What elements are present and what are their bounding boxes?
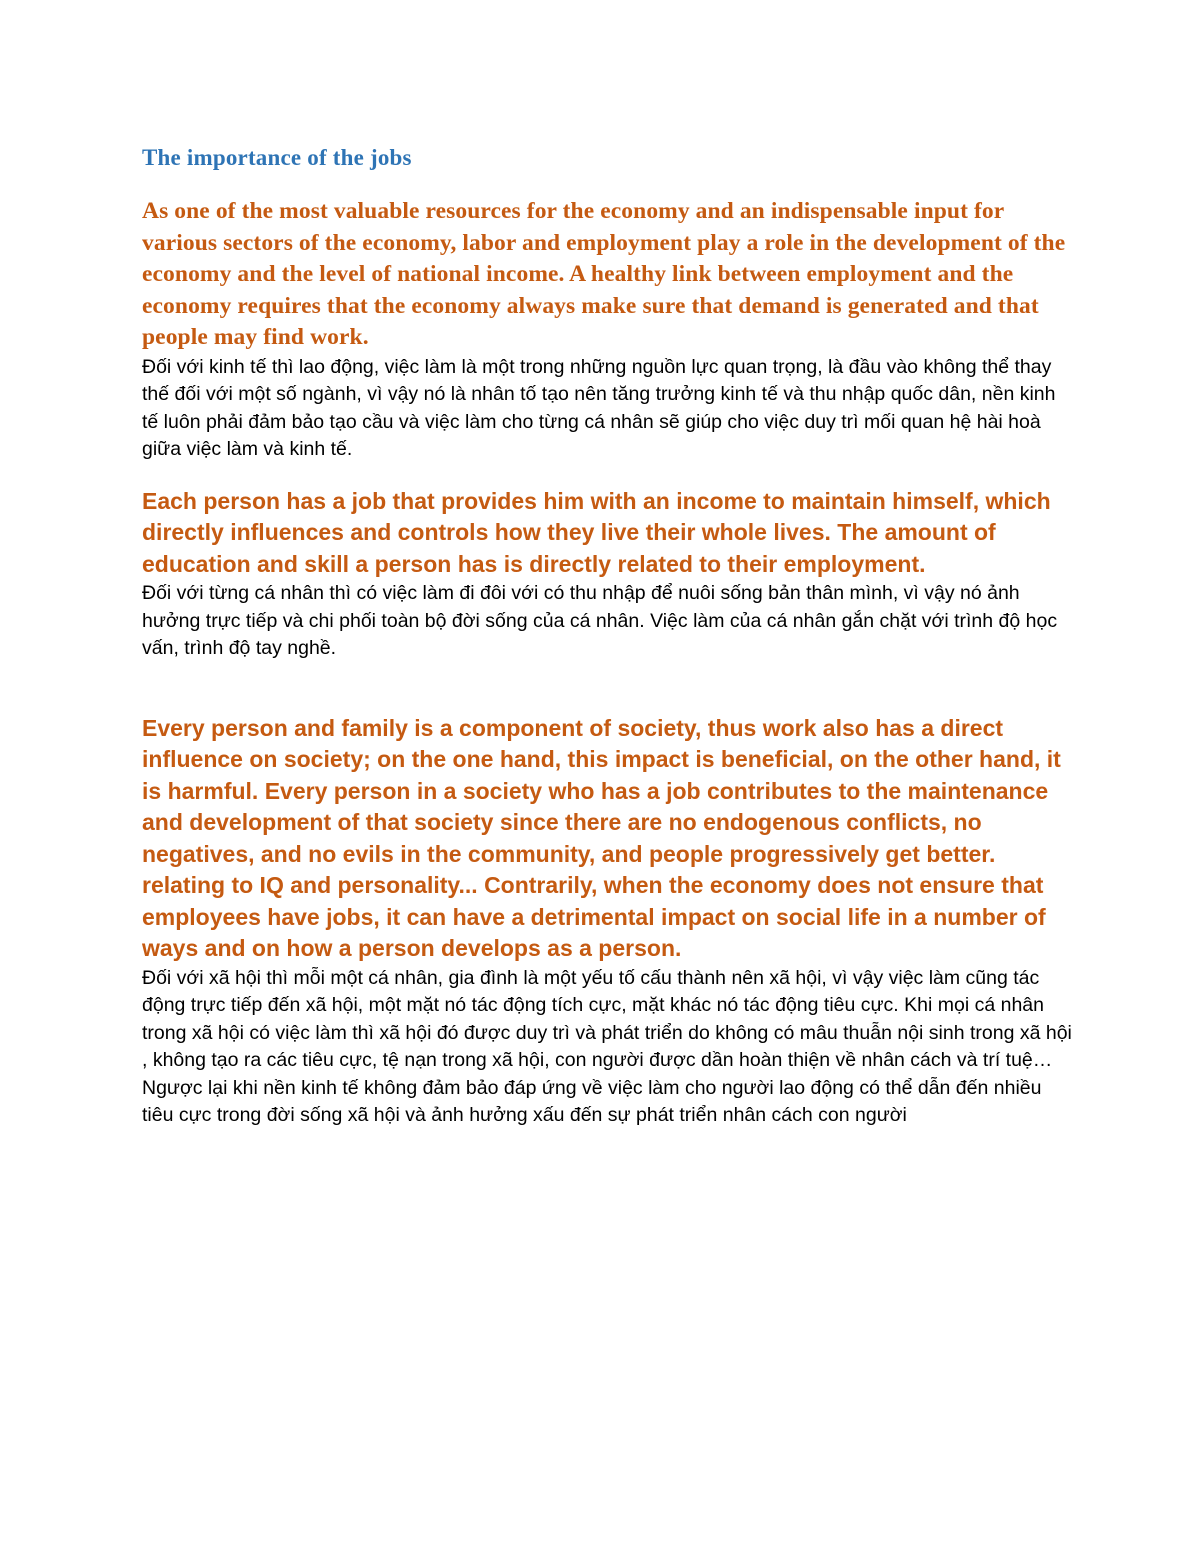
section-3-vietnamese: Đối với xã hội thì mỗi một cá nhân, gia đình là một yếu tố cấu thành nên xã hội, vì vậy việc làm cũng tác động trực tiếp đến xã hội, một mặt nó tác động tích cực, mặt khác nó tác động tiêu cực. Khi mọi cá nhân trong xã hội có việc làm thì xã hội đó được duy trì và phát triển do không có mâu thuẫn nội sinh trong xã hội , không tạo ra các tiêu cực, tệ nạn trong xã hội, con người được dần hoàn thiện về nhân cách và trí tuệ…Ngược lại khi nền kinh tế không đảm bảo đáp ứng về việc làm cho người lao động có thể dẫn đến nhiều tiêu cực trong đời sống xã hội và ảnh hưởng xấu đến sự phát triển nhân cách con người <box>142 966 1072 1126</box>
section-2-vietnamese: Đối với từng cá nhân thì có việc làm đi đôi với có thu nhập để nuôi sống bản thân mình, vì vậy nó ảnh hưởng trực tiếp và chi phối toàn bộ đời sống của cá nhân. Việc làm của cá nhân gắn chặt với trình độ học vấn, trình độ tay nghề. <box>142 582 1058 659</box>
paragraph-spacer <box>142 663 1072 713</box>
document-body <box>142 140 1072 1130</box>
section-3-english: Every person and family is a component of society, thus work also has a direct influence on society; on the one hand, this impact is beneficial, on the other hand, it is harmful. Every person in a society who has a job contributes to the maintenance and development of that society since there are no endogenous conflicts, no negatives, and no evils in the community, and people progressively get better. relating to IQ and personality... Contrarily, when the economy does not ensure that employees have jobs, it can have a detrimental impact on social life in a number of ways and on how a person develops as a person. <box>142 714 1061 961</box>
section-1-vietnamese: Đối với kinh tế thì lao động, việc làm là một trong những nguồn lực quan trọng, là đầu vào không thể thay thế đối với một số ngành, vì vậy nó là nhân tố tạo nên tăng trưởng kinh tế và thu nhập quốc dân, nền kinh tế luôn phải đảm bảo tạo cầu và việc làm cho từng cá nhân sẽ giúp cho việc duy trì mối quan hệ hài hoà giữa việc làm và kinh tế. <box>142 355 1056 460</box>
section-2-english: Each person has a job that provides him with an income to maintain himself, which directly influences and controls how they live their whole lives. The amount of education and skill a person has is directly related to their employment. <box>142 487 1051 577</box>
paragraph-spacer <box>142 464 1072 486</box>
section-1-english: As one of the most valuable resources for the economy and an indispensable input for various sectors of the economy, labor and employment play a role in the development of the economy and the level of national income. A healthy link between employment and the economy requires that the economy always make sure that demand is generated and that people may find work. <box>142 198 1066 350</box>
document-title: The importance of the jobs <box>142 145 412 170</box>
